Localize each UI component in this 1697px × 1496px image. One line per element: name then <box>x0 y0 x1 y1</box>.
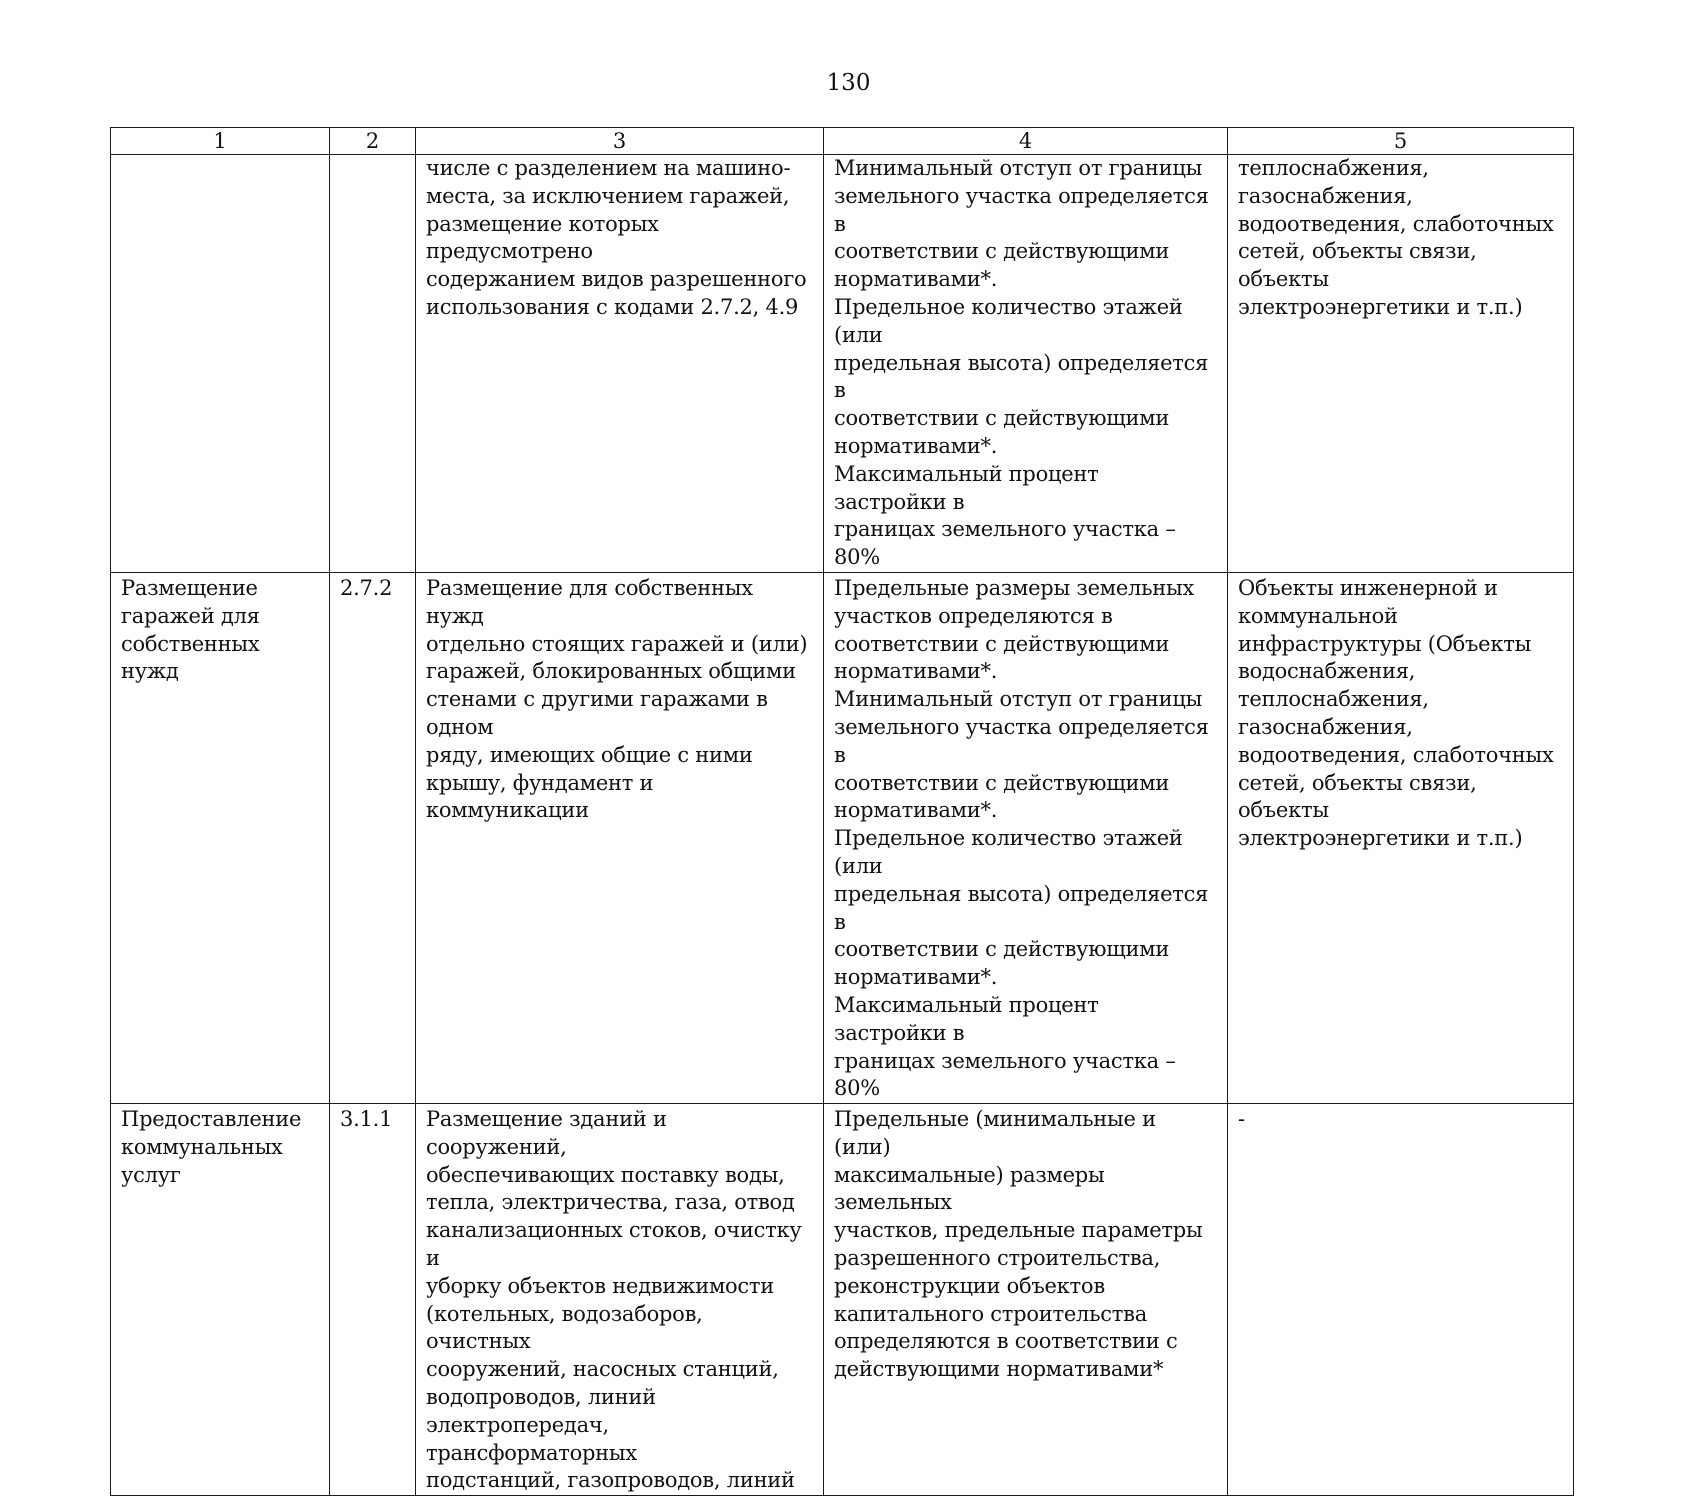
table-row <box>111 572 1574 1103</box>
table-row <box>111 1104 1574 1496</box>
use-name-cell <box>111 155 330 573</box>
use-name-cell <box>111 1104 330 1496</box>
use-description-cell <box>416 1104 824 1496</box>
use-code: 3.1.1 <box>340 1107 393 1132</box>
use-description-cell <box>416 155 824 573</box>
use-code-cell <box>330 155 416 573</box>
parameters-cell <box>824 1104 1228 1496</box>
auxiliary-cell <box>1228 572 1574 1103</box>
use-code-cell <box>330 1104 416 1496</box>
parameters-text: Предельные размеры земельных участков определяются в соответствии с действующими нормативами*. Минимальный отступ от границы земельного участка определяется в соответствии с действующими нормативами*. Предельное количество этажей (или предельная высота) определяется в соответствии с действующими нормативами*. Максимальный процент застройки в границах земельного участка – 80% <box>834 575 1209 1101</box>
auxiliary-text: теплоснабжения, газоснабжения, водоотведения, слаботочных сетей, объекты связи, объекты электроэнергетики и т.п.) <box>1238 156 1554 319</box>
auxiliary-cell <box>1228 155 1574 573</box>
parameters-cell <box>824 155 1228 573</box>
parameters-cell <box>824 572 1228 1103</box>
column-header-5: 5 <box>1228 128 1574 155</box>
use-description: Размещение зданий и сооружений, обеспечивающих поставку воды, тепла, электричества, газа, отвод канализационных стоков, очистку и уборку объектов недвижимости (котельных, водозаборов, очистных сооружений, насосных станций, водопроводов, линий электропередач, трансформаторных подстанций, газопроводов, линий <box>426 1107 802 1493</box>
column-header-1: 1 <box>111 128 330 155</box>
auxiliary-text: - <box>1238 1107 1245 1132</box>
auxiliary-text: Объекты инженерной и коммунальной инфраструктуры (Объекты водоснабжения, теплоснабжения, газоснабжения, водоотведения, слаботочных сетей, объекты связи, объекты электроэнергетики и т.п.) <box>1238 575 1554 851</box>
use-description: Размещение для собственных нужд отдельно стоящих гаражей и (или) гаражей, блокированных общими стенами с другими гаражами в одном ряду, имеющих общие с ними крышу, фундамент и коммуникации <box>426 575 808 823</box>
use-name: Размещение гаражей для собственных нужд <box>121 575 260 684</box>
table-header-row <box>111 128 1574 155</box>
table-row <box>111 155 1574 573</box>
use-name: Предоставление коммунальных услуг <box>121 1107 302 1187</box>
column-header-4: 4 <box>824 128 1228 155</box>
use-description-cell <box>416 572 824 1103</box>
page-number: 130 <box>826 70 871 96</box>
use-name-cell <box>111 572 330 1103</box>
regulations-table <box>110 127 1574 1496</box>
parameters-text: Минимальный отступ от границы земельного участка определяется в соответствии с действующими нормативами*. Предельное количество этажей (или предельная высота) определяется в соответствии с действующими нормативами*. Максимальный процент застройки в границах земельного участка – 80% <box>834 156 1209 570</box>
use-code: 2.7.2 <box>340 575 393 600</box>
column-header-2: 2 <box>330 128 416 155</box>
use-description: числе с разделением на машино- места, за исключением гаражей, размещение которых предусмотрено содержанием видов разрешенного использования с кодами 2.7.2, 4.9 <box>426 156 807 319</box>
auxiliary-cell <box>1228 1104 1574 1496</box>
column-header-3: 3 <box>416 128 824 155</box>
use-code-cell <box>330 572 416 1103</box>
parameters-text: Предельные (минимальные и (или) максимальные) размеры земельных участков, предельные параметры разрешенного строительства, реконструкции объектов капитального строительства определяются в соответствии с действующими нормативами* <box>834 1107 1203 1382</box>
